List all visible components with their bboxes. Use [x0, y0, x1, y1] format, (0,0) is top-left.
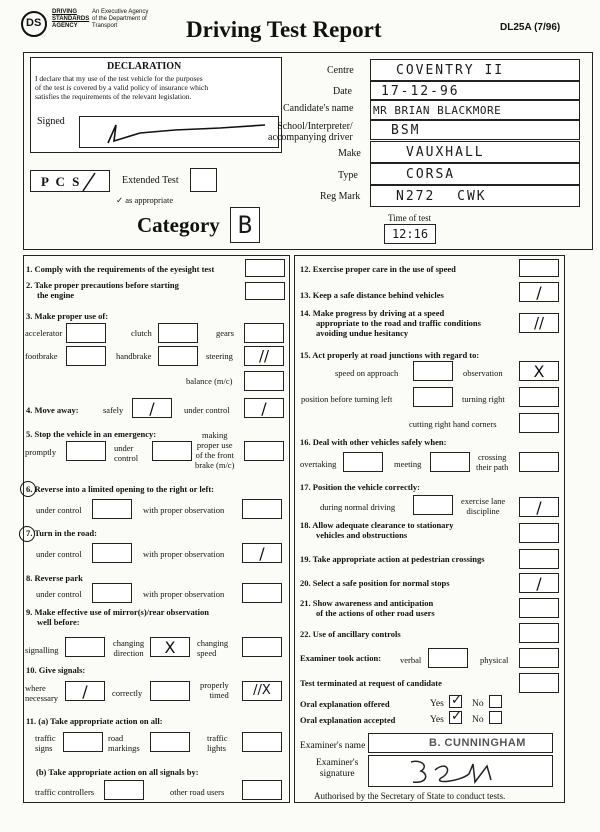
overtaking-box[interactable] — [343, 452, 383, 472]
footbrake-label: footbrake — [25, 351, 58, 361]
park-observation-box[interactable] — [242, 583, 282, 603]
meeting-label: meeting — [394, 459, 422, 469]
other-road-users-label: other road users — [170, 787, 225, 797]
signalling-box[interactable] — [65, 637, 105, 657]
correctly-box[interactable] — [150, 681, 190, 701]
steering-mark: // — [258, 347, 270, 365]
safely-box[interactable] — [132, 398, 172, 418]
traffic-lights-box[interactable] — [242, 732, 282, 752]
authorised-note: Authorised by the Secretary of State to conduct tests. — [314, 791, 506, 801]
normal-driving-box[interactable] — [413, 495, 453, 515]
item-21-label: 21. Show awareness and anticipation of the actions of other road users — [300, 598, 435, 618]
footbrake-box[interactable] — [66, 346, 106, 366]
changing-direction-box[interactable] — [150, 637, 190, 657]
signalling-label: signalling — [25, 645, 59, 655]
changing-direction-label: changing direction — [113, 638, 145, 658]
item-17-label: 17. Position the vehicle correctly: — [300, 482, 420, 492]
category-label: Category — [137, 213, 220, 237]
changing-speed-label: changing speed — [197, 638, 229, 658]
changing-direction-mark: X — [164, 638, 176, 657]
item-19-label: 19. Take appropriate action at pedestrian crossings — [300, 554, 485, 564]
item-15-label: 15. Act properly at road junctions with regard to: — [300, 350, 480, 360]
item-1-label: 1. Comply with the requirements of the eyesight test — [26, 264, 215, 274]
page-title: Driving Test Report — [186, 17, 382, 42]
road-markings-box[interactable] — [150, 732, 190, 752]
traffic-controllers-box[interactable] — [104, 780, 144, 800]
form-code: DL25A (7/96) — [500, 22, 561, 33]
oral-offered-yes-label: Yes — [430, 699, 444, 709]
turn-under-control-box[interactable] — [92, 543, 132, 563]
lane-discipline-label: exercise lane discipline — [461, 496, 506, 516]
reg-mark-field[interactable]: N272 CWK — [370, 185, 580, 207]
clearance-box[interactable] — [519, 523, 559, 543]
position-left-box[interactable] — [413, 387, 453, 407]
item-13-label: 13. Keep a safe distance behind vehicles — [300, 290, 444, 300]
progress-mark: // — [533, 314, 545, 332]
physical-label: physical — [480, 655, 509, 665]
item-6-label: 6. Reverse into a limited opening to the right or left: — [26, 484, 214, 494]
centre-label: Centre — [327, 65, 354, 76]
oral-accepted-yes-mark: ✓ — [451, 709, 462, 724]
item-14-label: 14. Make progress by driving at a speed appropriate to the road and traffic conditions avoiding undue hesitancy — [300, 308, 481, 338]
cutting-corners-box[interactable] — [519, 413, 559, 433]
date-field[interactable]: 17-12-96 — [370, 81, 580, 100]
front-brake-box[interactable] — [244, 441, 284, 461]
where-necessary-box[interactable] — [65, 681, 105, 701]
observation-label: observation — [463, 368, 503, 378]
agency-name: DRIVING STANDARDS AGENCY — [52, 9, 90, 29]
item-11a-label: 11. (a) Take appropriate action on all: — [26, 716, 163, 726]
terminated-box[interactable] — [519, 673, 559, 693]
time-of-test-label: Time of test — [388, 213, 432, 223]
item-8-label: 8. Reverse park — [26, 573, 83, 583]
item-18-label: 18. Allow adequate clearance to stationary vehicles and obstructions — [300, 520, 454, 540]
turn-under-control-label: under control — [36, 549, 82, 559]
oral-accepted-no-box[interactable] — [489, 711, 502, 724]
item-7-label: 7. Turn in the road: — [26, 528, 97, 538]
category-field[interactable]: B — [230, 207, 260, 243]
pcs-box[interactable] — [30, 170, 110, 192]
physical-box[interactable] — [519, 648, 559, 668]
safe-distance-mark: / — [536, 283, 542, 302]
as-appropriate-note: ✓ as appropriate — [116, 195, 174, 205]
crossing-path-label: crossing their path — [476, 452, 509, 472]
reverse-under-control-box[interactable] — [92, 499, 132, 519]
signature-field[interactable] — [79, 116, 279, 148]
speed-approach-box[interactable] — [413, 361, 453, 381]
verbal-box[interactable] — [428, 648, 468, 668]
make-field[interactable]: VAUXHALL — [370, 141, 580, 163]
normal-stops-box[interactable] — [519, 573, 559, 593]
crossing-path-box[interactable] — [519, 452, 559, 472]
where-necessary-mark: / — [82, 682, 88, 701]
examiner-name-field[interactable]: B. CUNNINGHAM — [368, 733, 553, 753]
time-of-test-field[interactable]: 12:16 — [384, 224, 436, 244]
anticipation-box[interactable] — [519, 598, 559, 618]
signed-label: Signed — [37, 116, 65, 127]
gears-box[interactable] — [244, 323, 284, 343]
examiner-signature — [369, 756, 554, 788]
traffic-controllers-label: traffic controllers — [35, 787, 95, 797]
overtaking-label: overtaking — [300, 459, 337, 469]
item-10-label: 10. Give signals: — [26, 665, 86, 675]
school-field[interactable]: BSM — [370, 120, 580, 140]
examiner-signature-label: Examiner's signature — [316, 758, 359, 779]
park-under-control-label: under control — [36, 589, 82, 599]
cutting-corners-label: cutting right hand corners — [409, 419, 497, 429]
oral-offered-no-box[interactable] — [489, 695, 502, 708]
speed-care-box[interactable] — [519, 259, 559, 277]
promptly-box[interactable] — [66, 441, 106, 461]
progress-box[interactable] — [519, 313, 559, 333]
properly-timed-mark: //X — [253, 683, 271, 698]
park-under-control-box[interactable] — [92, 583, 132, 603]
item-16-label: 16. Deal with other vehicles safely when: — [300, 437, 447, 447]
declaration-box — [30, 57, 282, 153]
turning-right-label: turning right — [462, 394, 505, 404]
turn-observation-label: with proper observation — [143, 549, 225, 559]
item-9-label: 9. Make effective use of mirror(s)/rear observation well before: — [26, 607, 209, 627]
candidate-name-field[interactable]: MR BRIAN BLACKMORE — [370, 100, 580, 120]
agency-description: An Executive Agency of the Department of Transport — [92, 9, 149, 29]
date-label: Date — [333, 86, 352, 97]
normal-stops-mark: / — [536, 574, 542, 593]
oral-offered-label: Oral explanation offered — [300, 699, 390, 709]
position-left-label: position before turning left — [301, 394, 393, 404]
changing-speed-box[interactable] — [242, 637, 282, 657]
eyesight-box[interactable] — [245, 259, 285, 277]
reg-mark-label: Reg Mark — [320, 191, 361, 202]
agency-logo — [21, 11, 47, 37]
extended-test-label: Extended Test — [122, 175, 179, 186]
safe-distance-box[interactable] — [519, 282, 559, 302]
under-control-5-label: under control — [114, 443, 139, 463]
make-label: Make — [338, 148, 361, 159]
school-label: School/Interpreter/ accompanying driver — [268, 121, 353, 143]
candidate-name-label: Candidate's name — [283, 103, 354, 114]
oral-offered-yes-mark: ✓ — [451, 693, 462, 708]
item-2-label: 2. Take proper precautions before starting the engine — [26, 280, 179, 300]
candidate-signature — [80, 117, 280, 149]
reverse-observation-box[interactable] — [242, 499, 282, 519]
examiner-action-label: Examiner took action: — [300, 653, 382, 663]
item-20-label: 20. Select a safe position for normal stops — [300, 578, 450, 588]
other-road-users-box[interactable] — [242, 780, 282, 800]
reverse-under-control-label: under control — [36, 505, 82, 515]
item-12-label: 12. Exercise proper care in the use of speed — [300, 264, 456, 274]
under-control-4-box[interactable] — [244, 398, 284, 418]
clutch-box[interactable] — [158, 323, 198, 343]
item-22-label: 22. Use of ancillary controls — [300, 629, 401, 639]
oral-offered-no-label: No — [472, 699, 484, 709]
item-4-label: 4. Move away: — [26, 405, 79, 415]
turn-observation-mark: / — [259, 544, 265, 563]
declaration-heading: DECLARATION — [107, 61, 182, 72]
handbrake-box[interactable] — [158, 346, 198, 366]
item-11b-label: (b) Take appropriate action on all signals by: — [36, 767, 199, 777]
lane-discipline-box[interactable] — [519, 497, 559, 517]
pcs-value: P C S — [41, 174, 82, 189]
clutch-label: clutch — [131, 328, 152, 338]
extended-test-box[interactable] — [190, 168, 217, 192]
speed-approach-label: speed on approach — [335, 368, 399, 378]
oral-accepted-yes-box[interactable] — [449, 711, 462, 724]
turning-right-box[interactable] — [519, 387, 559, 407]
ancillary-controls-box[interactable] — [519, 623, 559, 643]
item-3-label: 3. Make proper use of: — [26, 311, 109, 321]
safely-label: safely — [103, 405, 124, 415]
traffic-signs-label: traffic signs — [35, 733, 56, 753]
accelerator-box[interactable] — [66, 323, 106, 343]
normal-driving-label: during normal driving — [320, 502, 396, 512]
steering-box[interactable] — [244, 346, 284, 366]
observation-box[interactable] — [519, 361, 559, 381]
front-brake-label: making proper use of the front brake (m/c) — [195, 430, 235, 470]
oral-offered-yes-box[interactable] — [449, 695, 462, 708]
centre-field[interactable]: COVENTRY II — [370, 59, 580, 81]
verbal-label: verbal — [400, 655, 422, 665]
balance-box[interactable] — [244, 371, 284, 391]
pedestrian-crossings-box[interactable] — [519, 549, 559, 569]
declaration-text: I declare that my use of the test vehicle for the purposes of the test is covered by a valid policy of insurance which satisfies the requirements of the relevant legislation. — [35, 74, 209, 101]
type-label: Type — [338, 170, 358, 181]
correctly-label: correctly — [112, 688, 143, 698]
road-markings-label: road markings — [108, 733, 140, 753]
balance-label: balance (m/c) — [186, 376, 233, 386]
type-field[interactable]: CORSA — [370, 163, 580, 185]
turn-observation-box[interactable] — [242, 543, 282, 563]
lane-discipline-mark: / — [536, 498, 542, 517]
properly-timed-box[interactable] — [242, 681, 282, 701]
gears-label: gears — [216, 328, 234, 338]
meeting-box[interactable] — [430, 452, 470, 472]
logo-monogram: DS — [26, 17, 42, 29]
oral-accepted-no-label: No — [472, 715, 484, 725]
precautions-box[interactable] — [245, 282, 285, 300]
safely-mark: / — [149, 399, 155, 418]
under-control-4-label: under control — [184, 405, 230, 415]
observation-mark: X — [533, 362, 545, 381]
promptly-label: promptly — [25, 447, 57, 457]
accelerator-label: accelerator — [25, 328, 63, 338]
pcs-strike — [79, 171, 99, 193]
traffic-lights-label: traffic lights — [207, 733, 228, 753]
under-control-4-mark: / — [261, 399, 267, 418]
examiner-signature-field[interactable] — [368, 755, 553, 787]
steering-label: steering — [206, 351, 233, 361]
reverse-observation-label: with proper observation — [143, 505, 225, 515]
properly-timed-label: properly timed — [200, 680, 229, 700]
item-5-label: 5. Stop the vehicle in an emergency: — [26, 429, 157, 439]
examiner-name-label: Examiner's name — [300, 741, 366, 751]
where-necessary-label: where necessary — [25, 683, 59, 703]
handbrake-label: handbrake — [116, 351, 152, 361]
park-observation-label: with proper observation — [143, 589, 225, 599]
terminated-label: Test terminated at request of candidate — [300, 678, 442, 688]
oral-accepted-label: Oral explanation accepted — [300, 715, 396, 725]
under-control-5-box[interactable] — [152, 441, 192, 461]
oral-accepted-yes-label: Yes — [430, 715, 444, 725]
traffic-signs-box[interactable] — [63, 732, 103, 752]
